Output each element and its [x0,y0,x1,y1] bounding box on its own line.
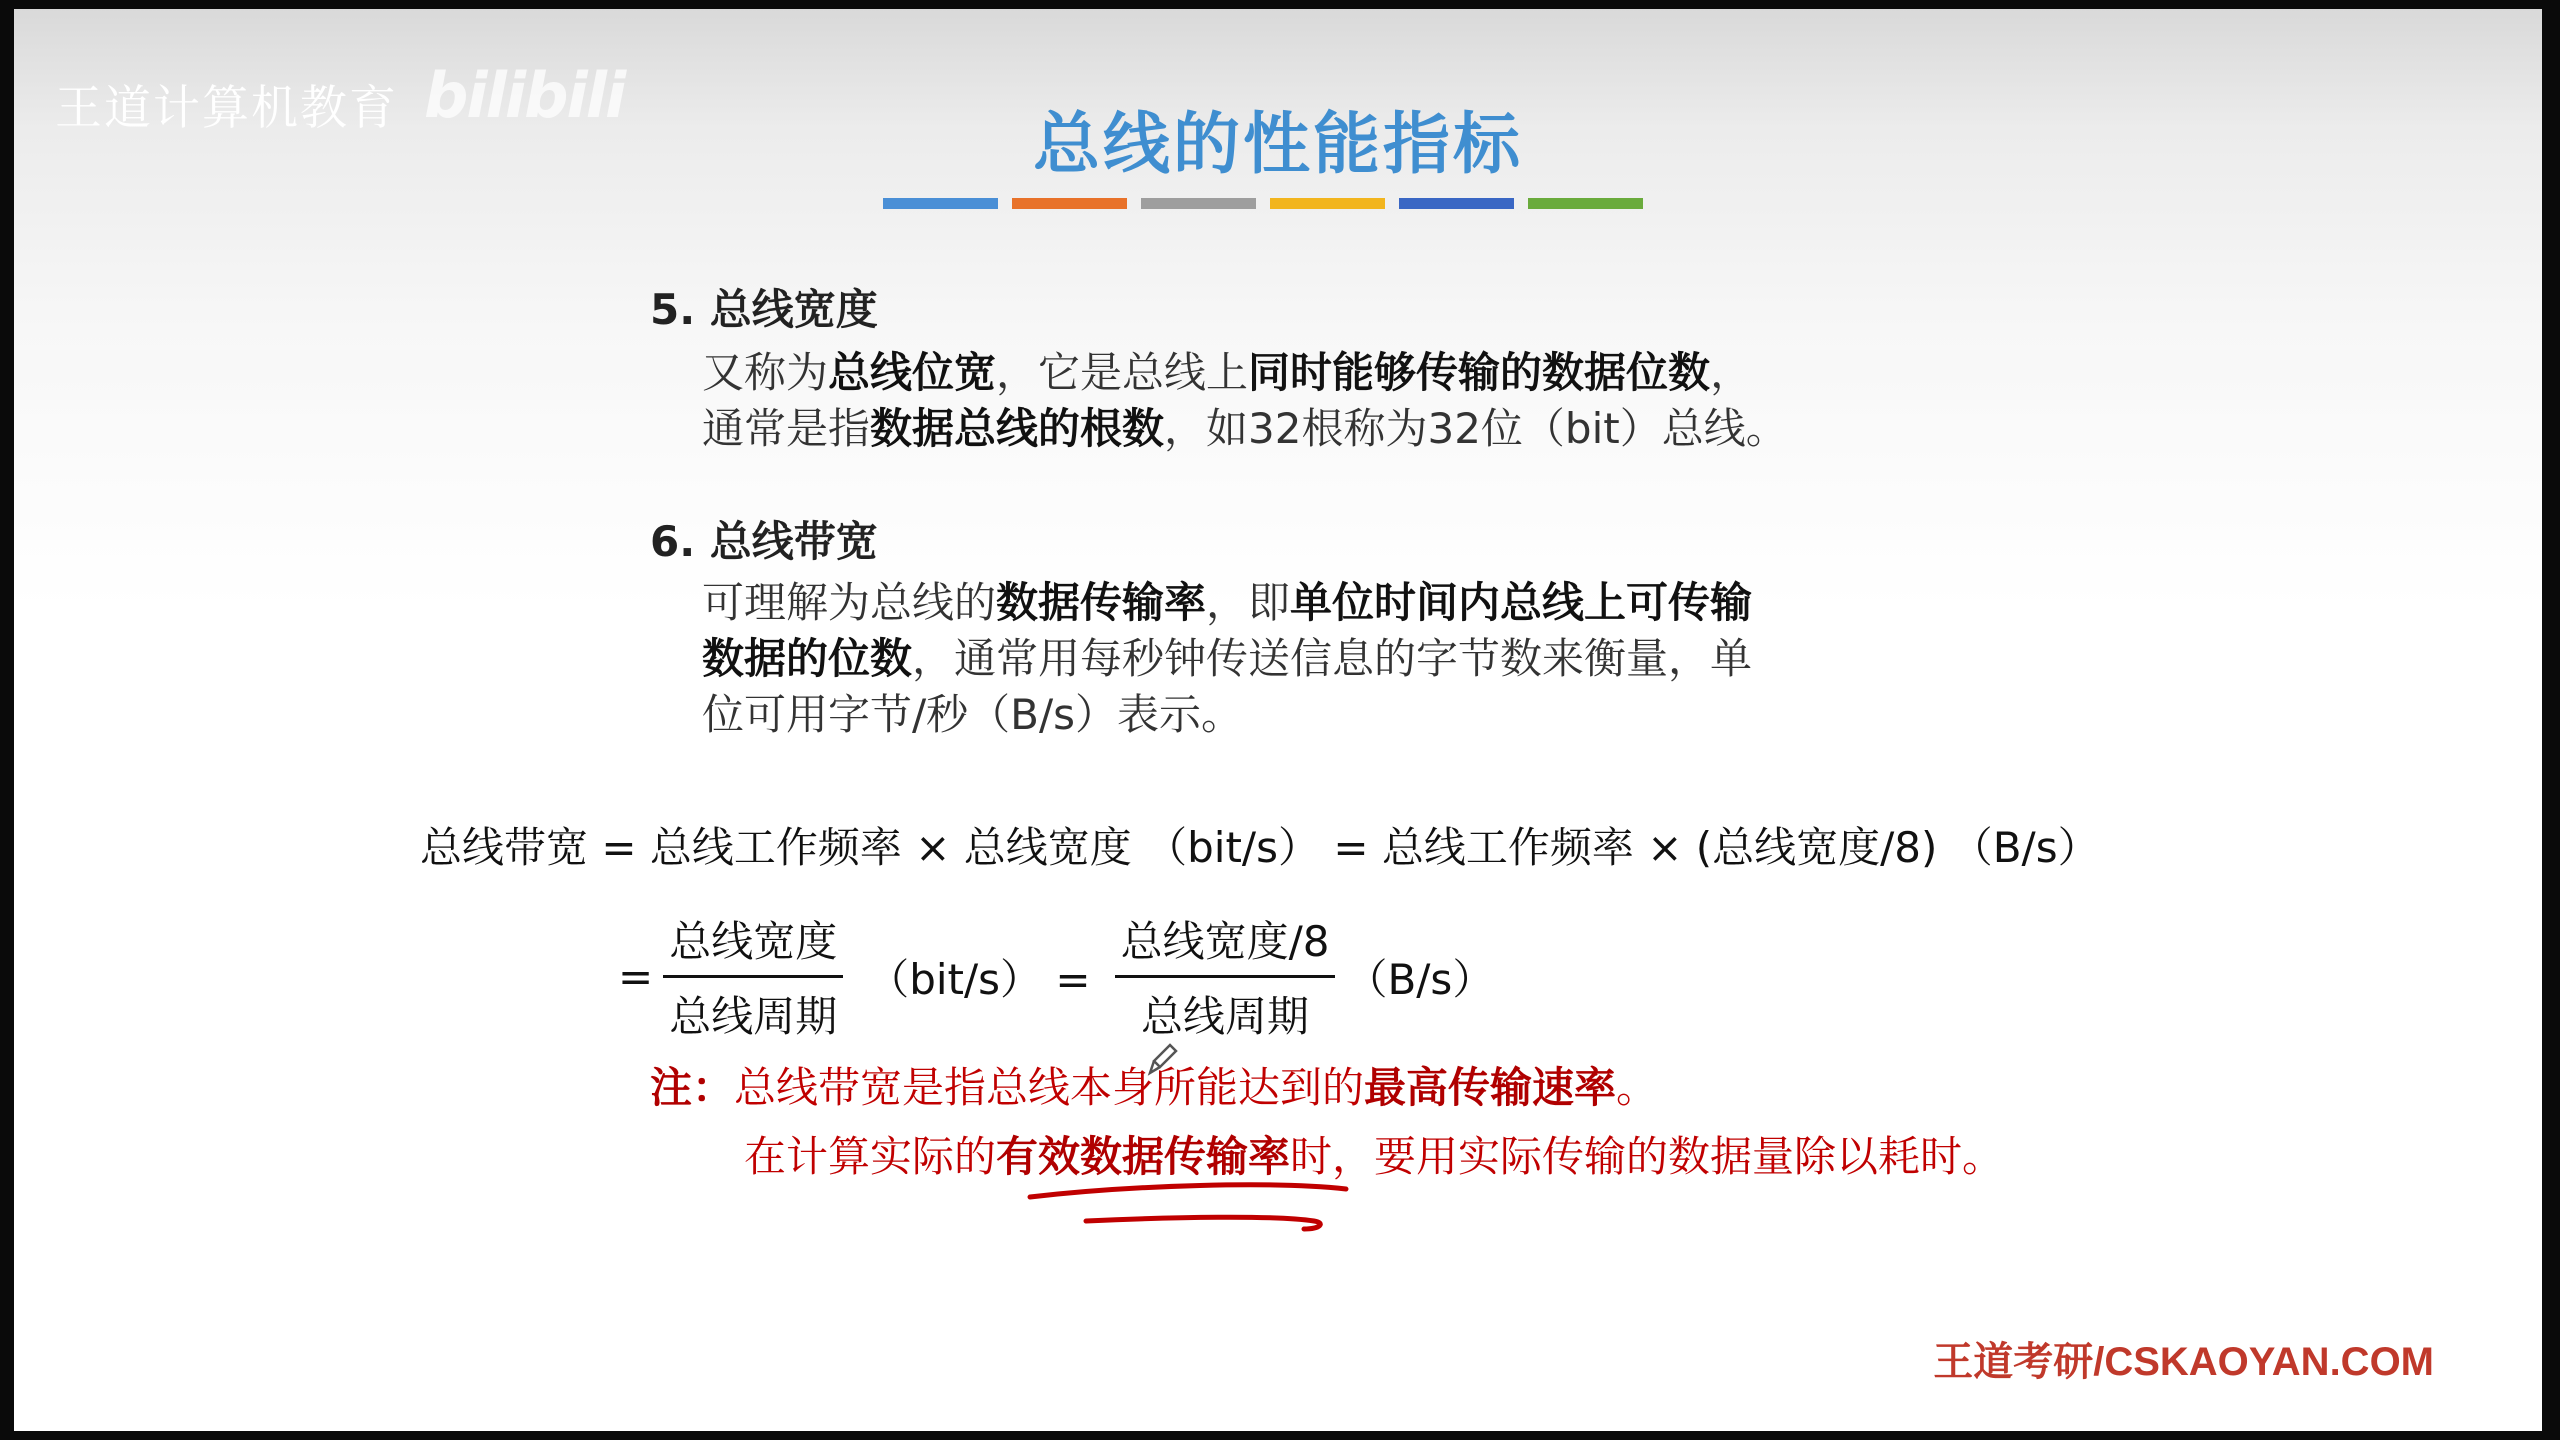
pen-cursor-icon [1150,1045,1176,1073]
text-run-0: 通常是指 [702,404,871,453]
text-run-0: 总线带宽是指总线本身所能达到的 [734,1063,1365,1112]
bold-run-1: 数据传输率 [996,578,1207,627]
equals-sign: = [618,952,654,1001]
text-run-2: ，如32根称为32位（bit）总线。 [1164,404,1788,453]
section5-heading: 5. 总线宽度 [650,285,878,334]
text-run-2: ，它是总线上 [996,348,1249,397]
bold-run-1: 最高传输速率 [1364,1063,1617,1112]
text-run-2: 时，要用实际传输的数据量除以耗时。 [1290,1132,2005,1181]
bandwidth-formula: 总线带宽 = 总线工作频率 × 总线宽度 （bit/s） = 总线工作频率 × (总线宽度/8) （B/s） [420,823,2100,872]
bold-run-1: 总线位宽 [828,348,997,397]
bilibili-logo: bilibili [424,59,625,132]
text-run-2: ，即 [1206,578,1291,627]
bold-run-0: 数据的位数 [702,634,913,683]
text-run-0: 在计算实际的 [744,1132,997,1181]
text-run-1: ，通常用每秒钟传送信息的字节数来衡量，单 [912,634,1753,683]
text-run-0: 可理解为总线的 [702,578,997,627]
fraction-byte-numerator: 总线宽度/8 [1115,909,1336,978]
bold-run-1: 数据总线的根数 [870,404,1165,453]
fraction-bit-numerator: 总线宽度 [663,909,843,978]
watermark-text: 王道计算机教育 [55,81,398,136]
unit-bit: （bit/s） = [867,954,1091,1004]
footer-brand: 王道考研/CSKAOYAN.COM [1933,1340,2434,1384]
note-label: 注： [650,1063,735,1112]
text-run-0: 位可用字节/秒（B/s）表示。 [702,690,1243,739]
ink-annotation [14,9,2542,1431]
unit-byte: （B/s） [1345,954,1495,1004]
slide [14,9,2542,1431]
bold-run-3: 单位时间内总线上可传输 [1290,578,1753,627]
fraction-byte-denominator: 总线周期 [1141,992,1310,1041]
section6-heading: 6. 总线带宽 [650,517,878,566]
slide-title: 总线的性能指标 [1033,105,1523,183]
text-run-0: 又称为 [702,348,829,397]
text-run-4: ， [1710,348,1753,397]
bold-run-1: 有效数据传输率 [996,1132,1291,1181]
text-run-2: 。 [1616,1063,1659,1112]
bold-run-3: 同时能够传输的数据位数 [1248,348,1711,397]
fraction-bit-denominator: 总线周期 [669,992,838,1041]
